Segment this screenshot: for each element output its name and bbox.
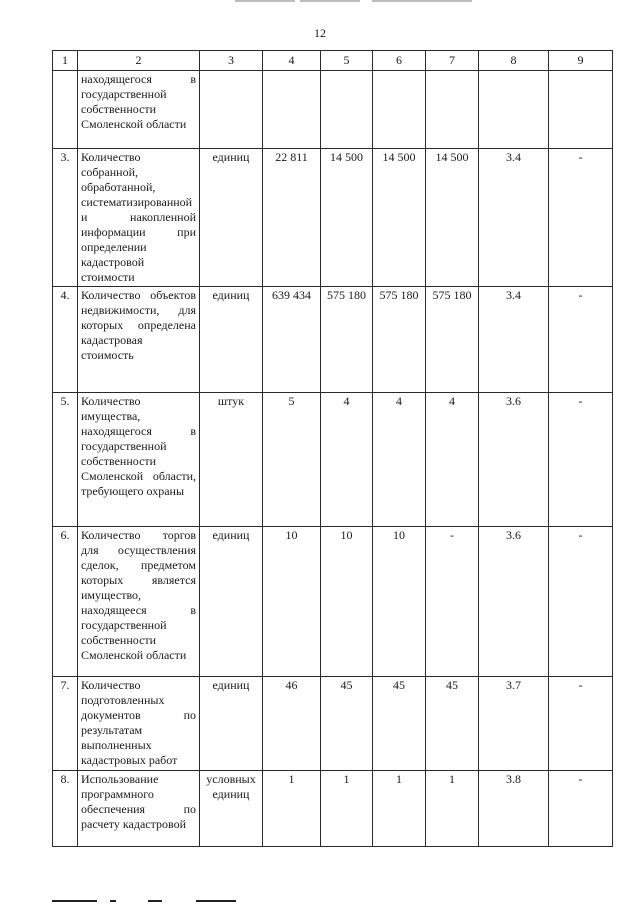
value-col-4: 1	[263, 771, 321, 847]
unit-of-measure: единиц	[200, 287, 263, 393]
value-col-6: 1	[373, 771, 426, 847]
value-col-4: 22 811	[263, 149, 321, 287]
value-col-5: 4	[321, 393, 373, 527]
row-number: 5.	[53, 393, 78, 527]
value-col-9	[549, 71, 613, 149]
table-row	[53, 287, 613, 393]
table-row	[53, 677, 613, 771]
header-cell: 6	[373, 51, 426, 71]
value-col-8: 3.4	[479, 149, 549, 287]
header-cell: 2	[78, 51, 200, 71]
scan-artifact-bottom	[148, 900, 162, 902]
value-col-6	[373, 71, 426, 149]
scan-artifact-bottom	[110, 900, 116, 902]
table-row	[53, 149, 613, 287]
unit-of-measure: единиц	[200, 527, 263, 677]
header-cell: 5	[321, 51, 373, 71]
header-cell: 8	[479, 51, 549, 71]
row-number: 8.	[53, 771, 78, 847]
value-col-7: 4	[426, 393, 479, 527]
value-col-7: -	[426, 527, 479, 677]
indicator-name: находящегося в государственной собственности Смоленской области	[78, 71, 200, 149]
value-col-4: 10	[263, 527, 321, 677]
header-cell: 3	[200, 51, 263, 71]
value-col-6: 4	[373, 393, 426, 527]
value-col-6: 45	[373, 677, 426, 771]
indicators-table	[52, 50, 613, 847]
value-col-6: 14 500	[373, 149, 426, 287]
value-col-9: -	[549, 287, 613, 393]
header-cell: 4	[263, 51, 321, 71]
value-col-4: 639 434	[263, 287, 321, 393]
value-col-6: 575 180	[373, 287, 426, 393]
value-col-7: 1	[426, 771, 479, 847]
value-col-5	[321, 71, 373, 149]
indicator-name: Количество торгов для осуществления сделок, предметом которых является имущество, находящееся в государственной собственности Смоленской области	[78, 527, 200, 677]
indicator-name: Количество имущества, находящегося в государственной собственности Смоленской области, требующего охраны	[78, 393, 200, 527]
value-col-7: 14 500	[426, 149, 479, 287]
value-col-4	[263, 71, 321, 149]
value-col-9: -	[549, 677, 613, 771]
value-col-7: 45	[426, 677, 479, 771]
row-number: 6.	[53, 527, 78, 677]
row-number	[53, 71, 78, 149]
value-col-5: 10	[321, 527, 373, 677]
value-col-7: 575 180	[426, 287, 479, 393]
value-col-9: -	[549, 527, 613, 677]
row-number: 4.	[53, 287, 78, 393]
value-col-6: 10	[373, 527, 426, 677]
value-col-7	[426, 71, 479, 149]
header-cell: 7	[426, 51, 479, 71]
header-cell: 9	[549, 51, 613, 71]
value-col-8: 3.4	[479, 287, 549, 393]
value-col-5: 575 180	[321, 287, 373, 393]
value-col-8: 3.7	[479, 677, 549, 771]
unit-of-measure: условных единиц	[200, 771, 263, 847]
header-row	[53, 51, 613, 71]
value-col-8: 3.8	[479, 771, 549, 847]
indicator-name: Количество объектов недвижимости, для которых определена кадастровая стоимость	[78, 287, 200, 393]
indicator-name: Количество собранной, обработанной, систематизированной и накопленной информации при определении кадастровой стоимости	[78, 149, 200, 287]
value-col-8: 3.6	[479, 527, 549, 677]
value-col-5: 1	[321, 771, 373, 847]
scan-artifact-top	[300, 0, 360, 2]
table-row	[53, 393, 613, 527]
page-number: 12	[314, 26, 326, 40]
indicator-name: Использование программного обеспечения по расчету кадастровой	[78, 771, 200, 847]
scan-artifact-bottom	[196, 900, 236, 902]
scan-artifact-top	[235, 0, 295, 2]
row-number: 7.	[53, 677, 78, 771]
value-col-5: 14 500	[321, 149, 373, 287]
value-col-9: -	[549, 771, 613, 847]
value-col-4: 46	[263, 677, 321, 771]
value-col-9: -	[549, 393, 613, 527]
indicator-name: Количество подготовленных документов по результатам выполненных кадастровых работ	[78, 677, 200, 771]
value-col-9: -	[549, 149, 613, 287]
table-row	[53, 527, 613, 677]
value-col-8	[479, 71, 549, 149]
value-col-5: 45	[321, 677, 373, 771]
unit-of-measure: штук	[200, 393, 263, 527]
unit-of-measure: единиц	[200, 149, 263, 287]
table-row	[53, 771, 613, 847]
table-row	[53, 71, 613, 149]
value-col-8: 3.6	[479, 393, 549, 527]
table-body	[53, 51, 613, 847]
scan-artifact-bottom	[52, 900, 97, 902]
scan-artifact-top	[372, 0, 472, 2]
header-cell: 1	[53, 51, 78, 71]
value-col-4: 5	[263, 393, 321, 527]
row-number: 3.	[53, 149, 78, 287]
unit-of-measure	[200, 71, 263, 149]
unit-of-measure: единиц	[200, 677, 263, 771]
